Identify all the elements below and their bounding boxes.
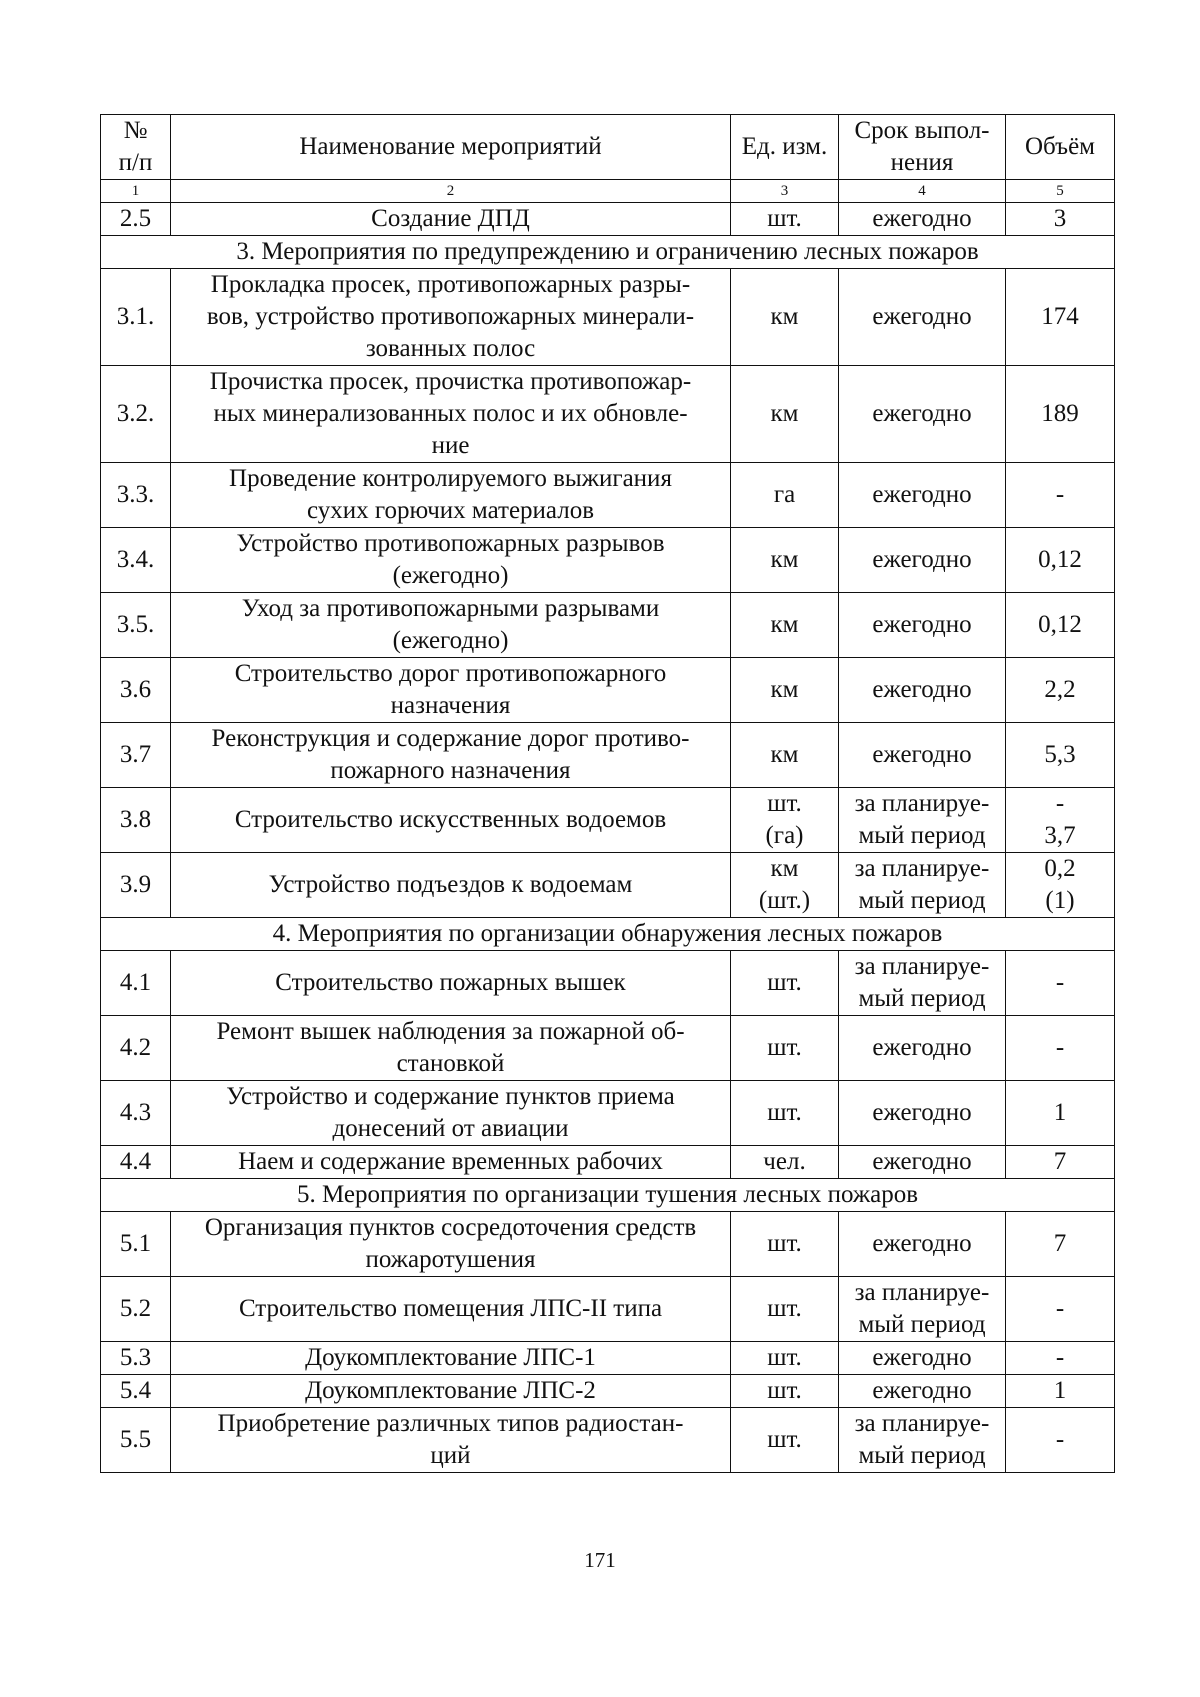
term-cell: ежегодно [839, 203, 1006, 236]
row-number: 5.2 [101, 1277, 171, 1342]
section-row [101, 918, 1115, 951]
table-row [101, 788, 1115, 853]
unit-cell: га [731, 463, 839, 528]
row-number: 5.5 [101, 1408, 171, 1473]
table-row [101, 1375, 1115, 1408]
measure-name: Строительство пожарных вышек [171, 951, 731, 1016]
header-unit: Ед. изм. [731, 115, 839, 180]
unit-cell: шт. [731, 1408, 839, 1473]
table-row [101, 1212, 1115, 1277]
measure-name: Строительство дорог противопожарного назначения [171, 658, 731, 723]
table-row [101, 853, 1115, 918]
term-cell: ежегодно [839, 1342, 1006, 1375]
volume-cell: 189 [1006, 366, 1115, 463]
row-number: 3.4. [101, 528, 171, 593]
term-cell: ежегодно [839, 593, 1006, 658]
measure-name: Приобретение различных типов радиостан- ций [171, 1408, 731, 1473]
unit-cell: шт. [731, 203, 839, 236]
term-cell: ежегодно [839, 1081, 1006, 1146]
measure-name: Реконструкция и содержание дорог противо- пожарного назначения [171, 723, 731, 788]
volume-cell: 5,3 [1006, 723, 1115, 788]
volume-cell: - 3,7 [1006, 788, 1115, 853]
measure-name: Создание ДПД [171, 203, 731, 236]
column-index: 4 [839, 180, 1006, 203]
term-cell: за планируе- мый период [839, 853, 1006, 918]
volume-cell: 7 [1006, 1212, 1115, 1277]
measure-name: Проведение контролируемого выжигания сухих горючих материалов [171, 463, 731, 528]
section-row [101, 236, 1115, 269]
table-row [101, 658, 1115, 723]
column-index: 5 [1006, 180, 1115, 203]
row-number: 4.1 [101, 951, 171, 1016]
table-row [101, 951, 1115, 1016]
measure-name: Организация пунктов сосредоточения средств пожаротушения [171, 1212, 731, 1277]
unit-cell: км [731, 593, 839, 658]
page-number: 171 [584, 1548, 616, 1572]
measure-name: Устройство подъездов к водоемам [171, 853, 731, 918]
term-cell: за планируе- мый период [839, 1277, 1006, 1342]
header-row [101, 115, 1115, 180]
volume-cell: 1 [1006, 1375, 1115, 1408]
term-cell: ежегодно [839, 1375, 1006, 1408]
table-row [101, 1408, 1115, 1473]
row-number: 5.4 [101, 1375, 171, 1408]
header-name: Наименование мероприятий [171, 115, 731, 180]
measure-name: Устройство и содержание пунктов приема донесений от авиации [171, 1081, 731, 1146]
unit-cell: км [731, 366, 839, 463]
section-title: 4. Мероприятия по организации обнаружения лесных пожаров [101, 918, 1115, 951]
term-cell: за планируе- мый период [839, 788, 1006, 853]
unit-cell: км [731, 723, 839, 788]
volume-cell: 174 [1006, 269, 1115, 366]
unit-cell: км [731, 269, 839, 366]
header-term: Срок выпол- нения [839, 115, 1006, 180]
column-index: 3 [731, 180, 839, 203]
unit-cell: шт. [731, 1375, 839, 1408]
volume-cell: 0,12 [1006, 593, 1115, 658]
unit-cell: шт. [731, 1212, 839, 1277]
unit-cell: шт. [731, 1081, 839, 1146]
table-row [101, 203, 1115, 236]
term-cell: за планируе- мый период [839, 1408, 1006, 1473]
row-number: 3.7 [101, 723, 171, 788]
section-title: 5. Мероприятия по организации тушения лесных пожаров [101, 1179, 1115, 1212]
unit-cell: шт. [731, 1277, 839, 1342]
term-cell: ежегодно [839, 1146, 1006, 1179]
row-number: 4.2 [101, 1016, 171, 1081]
volume-cell: 2,2 [1006, 658, 1115, 723]
unit-cell: км [731, 528, 839, 593]
table-row [101, 1016, 1115, 1081]
table-row [101, 463, 1115, 528]
measure-name: Уход за противопожарными разрывами (ежегодно) [171, 593, 731, 658]
term-cell: ежегодно [839, 1212, 1006, 1277]
volume-cell: 0,12 [1006, 528, 1115, 593]
row-number: 3.1. [101, 269, 171, 366]
table-row [101, 1146, 1115, 1179]
row-number: 3.2. [101, 366, 171, 463]
unit-cell: км [731, 658, 839, 723]
volume-cell: 0,2 (1) [1006, 853, 1115, 918]
term-cell: ежегодно [839, 658, 1006, 723]
row-number: 4.3 [101, 1081, 171, 1146]
volume-cell: - [1006, 1016, 1115, 1081]
table-body [101, 203, 1115, 1473]
volume-cell: 1 [1006, 1081, 1115, 1146]
row-number: 4.4 [101, 1146, 171, 1179]
volume-cell: - [1006, 1408, 1115, 1473]
measure-name: Прокладка просек, противопожарных разры- вов, устройство противопожарных минерали- зованных полос [171, 269, 731, 366]
row-number: 2.5 [101, 203, 171, 236]
volume-cell: - [1006, 1342, 1115, 1375]
header-volume: Объём [1006, 115, 1115, 180]
row-number: 5.1 [101, 1212, 171, 1277]
table-row [101, 593, 1115, 658]
volume-cell: - [1006, 463, 1115, 528]
measure-name: Устройство противопожарных разрывов (ежегодно) [171, 528, 731, 593]
table-row [101, 366, 1115, 463]
measure-name: Доукомплектование ЛПС-2 [171, 1375, 731, 1408]
volume-cell: 7 [1006, 1146, 1115, 1179]
term-cell: за планируе- мый период [839, 951, 1006, 1016]
term-cell: ежегодно [839, 1016, 1006, 1081]
row-number: 3.5. [101, 593, 171, 658]
unit-cell: шт. [731, 951, 839, 1016]
column-index: 2 [171, 180, 731, 203]
table-row [101, 1342, 1115, 1375]
volume-cell: 3 [1006, 203, 1115, 236]
volume-cell: - [1006, 951, 1115, 1016]
measure-name: Доукомплектование ЛПС-1 [171, 1342, 731, 1375]
row-number: 3.3. [101, 463, 171, 528]
row-number: 5.3 [101, 1342, 171, 1375]
table-row [101, 723, 1115, 788]
row-number: 3.9 [101, 853, 171, 918]
column-index: 1 [101, 180, 171, 203]
unit-cell: чел. [731, 1146, 839, 1179]
row-number: 3.6 [101, 658, 171, 723]
table-row [101, 1277, 1115, 1342]
term-cell: ежегодно [839, 528, 1006, 593]
unit-cell: шт. [731, 1342, 839, 1375]
measure-name: Строительство помещения ЛПС-II типа [171, 1277, 731, 1342]
measure-name: Ремонт вышек наблюдения за пожарной об- становкой [171, 1016, 731, 1081]
table-row [101, 269, 1115, 366]
measure-name: Прочистка просек, прочистка противопожар- ных минерализованных полос и их обновле- ние [171, 366, 731, 463]
column-index-row [101, 180, 1115, 203]
table-header [101, 115, 1115, 203]
section-row [101, 1179, 1115, 1212]
unit-cell: км (шт.) [731, 853, 839, 918]
row-number: 3.8 [101, 788, 171, 853]
header-num: № п/п [101, 115, 171, 180]
term-cell: ежегодно [839, 269, 1006, 366]
measure-name: Наем и содержание временных рабочих [171, 1146, 731, 1179]
section-title: 3. Мероприятия по предупреждению и ограничению лесных пожаров [101, 236, 1115, 269]
term-cell: ежегодно [839, 366, 1006, 463]
measure-name: Строительство искусственных водоемов [171, 788, 731, 853]
volume-cell: - [1006, 1277, 1115, 1342]
term-cell: ежегодно [839, 723, 1006, 788]
measures-table [100, 114, 1115, 1473]
unit-cell: шт. [731, 1016, 839, 1081]
table-row [101, 1081, 1115, 1146]
term-cell: ежегодно [839, 463, 1006, 528]
table-row [101, 528, 1115, 593]
unit-cell: шт. (га) [731, 788, 839, 853]
